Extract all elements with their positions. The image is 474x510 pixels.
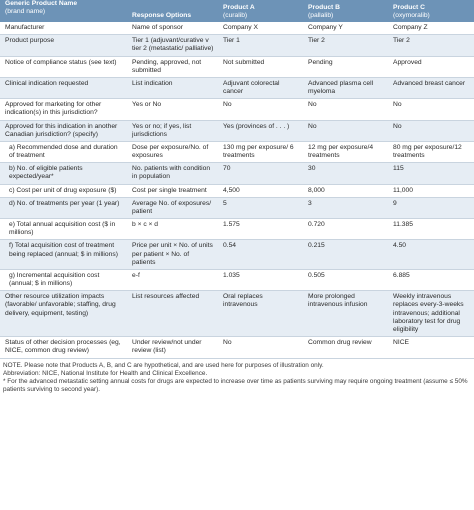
row-label-cell xyxy=(0,219,127,240)
response-options-text: No. patients with condition in population xyxy=(132,165,211,181)
product-b-cell xyxy=(303,77,388,98)
response-options-cell xyxy=(127,120,218,141)
row-label-text: Status of other decision processes (eg, NICE, common drug review) xyxy=(5,339,121,355)
product-b-cell xyxy=(303,269,388,290)
product-a-cell xyxy=(218,269,303,290)
table-row xyxy=(0,240,474,270)
row-label-cell xyxy=(0,269,127,290)
header-product-b xyxy=(303,0,388,22)
product-a-cell xyxy=(218,163,303,184)
product-a-text: 4,500 xyxy=(223,186,240,194)
response-options-text: Yes or no; if yes, list jurisdictions xyxy=(132,122,192,138)
product-c-cell xyxy=(388,99,474,120)
table-row xyxy=(0,163,474,184)
product-b-text: Company Y xyxy=(308,24,343,31)
table-row xyxy=(0,291,474,337)
product-c-text: 115 xyxy=(393,165,404,173)
product-b-cell xyxy=(303,99,388,120)
product-a-text: Yes (provinces of . . . ) xyxy=(223,122,290,130)
response-options-cell xyxy=(127,35,218,56)
product-c-cell xyxy=(388,35,474,56)
product-c-text: No xyxy=(393,101,402,109)
response-options-text: e-f xyxy=(132,271,140,279)
product-c-text: 4.50 xyxy=(393,242,407,250)
table-notes xyxy=(0,359,474,395)
table-body xyxy=(0,22,474,358)
product-a-text: Oral replaces intravenous xyxy=(223,293,263,309)
row-label-cell xyxy=(0,184,127,197)
product-c-cell xyxy=(388,184,474,197)
product-b-cell xyxy=(303,120,388,141)
row-label-text: Product purpose xyxy=(5,37,55,45)
header-title: Product B xyxy=(308,3,340,11)
product-b-cell xyxy=(303,22,388,35)
product-a-text: 70 xyxy=(223,165,231,173)
product-c-text: NICE xyxy=(393,339,409,347)
product-b-text: Tier 2 xyxy=(308,37,325,45)
product-b-text: 8,000 xyxy=(308,186,325,194)
product-b-cell xyxy=(303,184,388,197)
header-title: Product A xyxy=(223,3,255,11)
product-c-text: 11.385 xyxy=(393,221,413,229)
product-a-cell xyxy=(218,56,303,77)
product-a-cell xyxy=(218,120,303,141)
row-label-text: Clinical indication requested xyxy=(5,79,89,87)
product-c-text: Approved xyxy=(393,58,422,66)
row-label-cell xyxy=(0,120,127,141)
row-label-text: e) Total annual acquisition cost ($ in millions) xyxy=(9,221,116,237)
response-options-text: Average No. of exposures/ patient xyxy=(132,199,212,215)
response-options-cell xyxy=(127,77,218,98)
row-label-text: g) Incremental acquisition cost (annual; $ in millions) xyxy=(9,271,100,288)
table-row xyxy=(0,269,474,290)
row-label-cell xyxy=(0,99,127,120)
product-a-cell xyxy=(218,184,303,197)
product-b-cell xyxy=(303,56,388,77)
header-subtitle: (pallalib) xyxy=(308,11,334,19)
response-options-text: Pending, approved, not submitted xyxy=(132,58,202,74)
row-label-text: d) No. of treatments per year (1 year) xyxy=(9,199,120,207)
product-c-text: 6.885 xyxy=(393,271,410,279)
product-b-cell xyxy=(303,35,388,56)
row-label-text: a) Recommended dose and duration of treatment xyxy=(9,143,118,160)
response-options-text: Tier 1 (adjuvant/curative v tier 2 (metastatic/ palliative) xyxy=(132,37,214,53)
response-options-text: Dose per exposure/No. of exposures xyxy=(132,143,209,160)
product-a-cell xyxy=(218,219,303,240)
response-options-cell xyxy=(127,197,218,218)
row-label-cell xyxy=(0,337,127,358)
product-b-text: 30 xyxy=(308,165,316,173)
table-header xyxy=(0,0,474,22)
row-label-cell xyxy=(0,163,127,184)
product-a-cell xyxy=(218,22,303,35)
product-a-text: 0.54 xyxy=(223,242,237,250)
row-label-cell xyxy=(0,22,127,35)
row-label-cell xyxy=(0,77,127,98)
row-label-text: Other resource utilization impacts (favorable/ unfavorable; staffing, drug delivery, equipment, testing) xyxy=(5,293,116,317)
header-subtitle: (brand name) xyxy=(5,8,46,16)
product-c-cell xyxy=(388,269,474,290)
product-a-text: No xyxy=(223,101,232,109)
table-row xyxy=(0,184,474,197)
response-options-cell xyxy=(127,291,218,337)
product-a-text: Adjuvant colorectal cancer xyxy=(223,79,280,96)
product-b-text: 3 xyxy=(308,199,312,207)
product-b-text: 0.215 xyxy=(308,242,325,250)
row-label-text: Notice of compliance status (see text) xyxy=(5,58,117,66)
product-c-cell xyxy=(388,197,474,218)
response-options-cell xyxy=(127,141,218,162)
header-generic-product-name xyxy=(0,0,127,22)
product-c-cell xyxy=(388,77,474,98)
row-label-text: b) No. of eligible patients expected/year* xyxy=(9,165,83,181)
header-subtitle: (oxymoralib) xyxy=(393,11,430,19)
header-title: Generic Product Name xyxy=(5,0,78,7)
product-a-cell xyxy=(218,35,303,56)
product-a-text: Not submitted xyxy=(223,58,265,66)
product-c-text: 9 xyxy=(393,199,397,207)
product-a-cell xyxy=(218,77,303,98)
product-c-cell xyxy=(388,337,474,358)
row-label-cell xyxy=(0,197,127,218)
product-b-text: 0.505 xyxy=(308,271,325,279)
product-c-cell xyxy=(388,240,474,270)
product-a-cell xyxy=(218,197,303,218)
product-c-text: Tier 2 xyxy=(393,37,410,45)
product-a-cell xyxy=(218,240,303,270)
row-label-text: f) Total acquisition cost of treatment being replaced (annual; $ in millions) xyxy=(9,242,118,258)
row-label-cell xyxy=(0,56,127,77)
response-options-cell xyxy=(127,163,218,184)
note-footnote: * For the advanced metastatic setting annual costs for drugs are expected to increase over time as patients surviving may require ongoing treatment (assume ≤ 50% patients surviving to second year). xyxy=(3,378,468,394)
table-row xyxy=(0,141,474,162)
response-options-cell xyxy=(127,337,218,358)
response-options-cell xyxy=(127,99,218,120)
product-a-text: Company X xyxy=(223,24,258,31)
table-row xyxy=(0,120,474,141)
header-title: Response Options xyxy=(132,11,192,19)
response-options-text: List resources affected xyxy=(132,293,200,301)
row-label-cell xyxy=(0,240,127,270)
product-b-text: Advanced plasma cell myeloma xyxy=(308,79,374,96)
response-options-cell xyxy=(127,219,218,240)
response-options-cell xyxy=(127,22,218,35)
product-b-cell xyxy=(303,291,388,337)
table-row xyxy=(0,77,474,98)
product-a-cell xyxy=(218,99,303,120)
product-b-text: 12 mg per exposure/4 treatments xyxy=(308,143,374,160)
note-abbreviation: Abbreviation: NICE, National Institute for Health and Clinical Excellence. xyxy=(3,369,208,377)
note-disclaimer: NOTE. Please note that Products A, B, and C are hypothetical, and are used here for purposes of illustration only. xyxy=(3,361,324,369)
product-c-text: 80 mg per exposure/12 treatments xyxy=(393,143,462,160)
product-a-text: 5 xyxy=(223,199,227,207)
product-b-cell xyxy=(303,197,388,218)
product-a-cell xyxy=(218,141,303,162)
product-c-text: Weekly intravenous replaces every-3-weeks intravenous; additional laboratory test for drug eligibility xyxy=(393,293,464,333)
response-options-text: List indication xyxy=(132,79,173,87)
header-title: Product C xyxy=(393,3,425,11)
product-c-text: No xyxy=(393,122,402,130)
response-options-text: Under review/not under review (list) xyxy=(132,339,202,355)
product-b-cell xyxy=(303,240,388,270)
product-c-cell xyxy=(388,291,474,337)
row-label-text: c) Cost per unit of drug exposure ($) xyxy=(9,186,117,194)
product-c-cell xyxy=(388,219,474,240)
response-options-text: Yes or No xyxy=(132,101,162,109)
row-label-cell xyxy=(0,291,127,337)
product-b-cell xyxy=(303,219,388,240)
table-row xyxy=(0,219,474,240)
product-c-cell xyxy=(388,120,474,141)
header-row xyxy=(0,0,474,22)
product-a-text: No xyxy=(223,339,232,347)
response-options-text: Name of sponsor xyxy=(132,24,183,31)
response-options-cell xyxy=(127,56,218,77)
product-c-cell xyxy=(388,141,474,162)
product-b-text: No xyxy=(308,101,317,109)
product-c-text: Advanced breast cancer xyxy=(393,79,466,87)
product-a-cell xyxy=(218,291,303,337)
header-product-c xyxy=(388,0,474,22)
row-label-text: Manufacturer xyxy=(5,24,45,31)
product-b-text: No xyxy=(308,122,317,130)
response-options-cell xyxy=(127,240,218,270)
product-b-text: Pending xyxy=(308,58,333,66)
header-subtitle: (curalib) xyxy=(223,11,248,19)
row-label-text: Approved for marketing for other indication(s) in this jurisdiction? xyxy=(5,101,102,117)
product-a-text: 130 mg per exposure/ 6 treatments xyxy=(223,143,294,160)
row-label-cell xyxy=(0,35,127,56)
product-c-cell xyxy=(388,56,474,77)
table-row xyxy=(0,22,474,35)
product-a-text: 1.575 xyxy=(223,221,240,229)
header-response-options xyxy=(127,0,218,22)
product-b-cell xyxy=(303,337,388,358)
response-options-text: b × c × d xyxy=(132,221,159,229)
product-c-text: 11,000 xyxy=(393,186,413,194)
row-label-cell xyxy=(0,141,127,162)
product-a-text: Tier 1 xyxy=(223,37,240,45)
product-b-text: More prolonged intravenous infusion xyxy=(308,293,368,309)
response-options-cell xyxy=(127,269,218,290)
row-label-text: Approved for this indication in another Canadian jurisdiction? (specify) xyxy=(5,122,118,138)
header-product-a xyxy=(218,0,303,22)
product-c-text: Company Z xyxy=(393,24,428,31)
product-a-cell xyxy=(218,337,303,358)
table-row xyxy=(0,35,474,56)
product-c-cell xyxy=(388,163,474,184)
table-row xyxy=(0,99,474,120)
table-row xyxy=(0,337,474,358)
product-b-cell xyxy=(303,163,388,184)
product-c-cell xyxy=(388,22,474,35)
table-row xyxy=(0,197,474,218)
product-b-cell xyxy=(303,141,388,162)
product-a-text: 1.035 xyxy=(223,271,240,279)
table-row xyxy=(0,56,474,77)
response-options-text: Cost per single treatment xyxy=(132,186,207,194)
response-options-cell xyxy=(127,184,218,197)
product-b-text: Common drug review xyxy=(308,339,372,347)
response-options-text: Price per unit × No. of units per patient × No. of patients xyxy=(132,242,213,266)
product-b-text: 0.720 xyxy=(308,221,325,229)
